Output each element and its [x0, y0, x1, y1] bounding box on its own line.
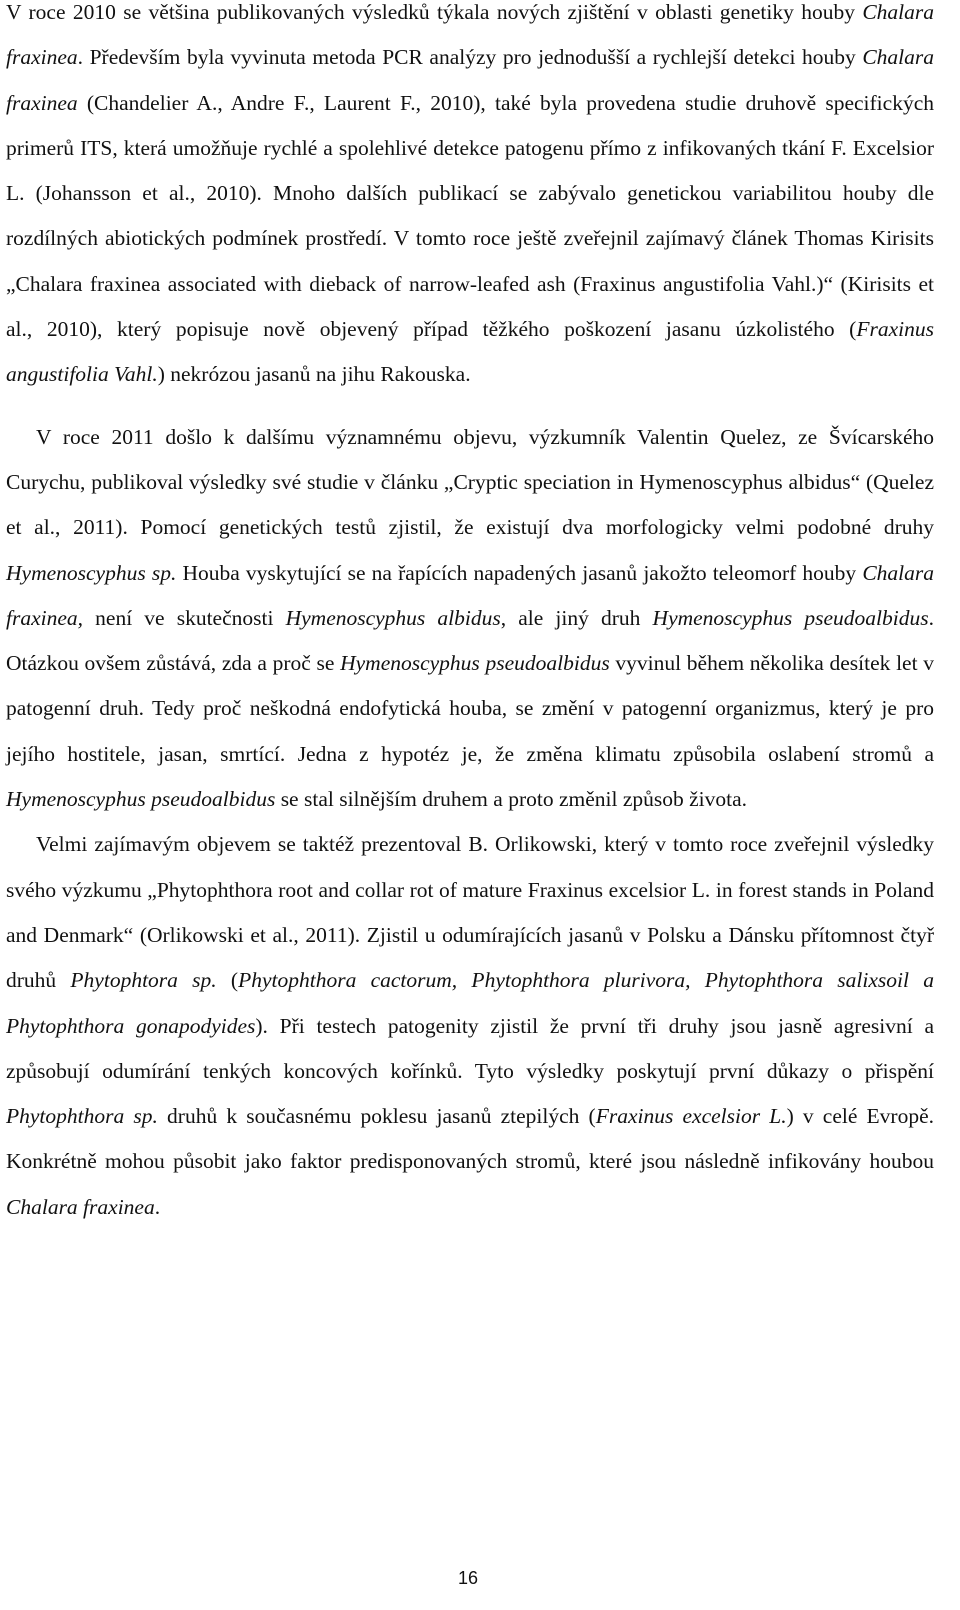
document-page	[6, 0, 934, 1230]
italic-text-segment: Chalara fraxinea,	[6, 560, 935, 630]
paragraph-2010-research	[6, 0, 934, 398]
paragraph-2011-quelez	[6, 415, 934, 823]
page-number: 16	[457, 1568, 479, 1588]
italic-text-segment: Chalara fraxinea	[6, 0, 934, 70]
italic-text-segment: Hymenoscyphus pseudoalbidus	[652, 605, 929, 630]
italic-text-segment: Phytophthora cactorum, Phytophthora plurivora, Phytophthora salixsoil a Phytophthora gonapodyides	[6, 968, 934, 1038]
italic-text-segment: Hymenoscyphus pseudoalbidus	[6, 787, 276, 812]
italic-text-segment: Chalara fraxinea	[6, 45, 934, 115]
text-segment: Velmi zajímavým objevem se taktéž prezentoval B. Orlikowski, který v tomto roce zveřejnil výsledky svého výzkumu „Phytophthora root and collar rot of mature Fraxinus excelsior L. in forest stands in Poland and Denmark“ (Orlikowski et al., 2011). Zjistil u odumírajících jasanů v Polsku a Dánsku přítomnost čtyř druhů	[6, 832, 934, 993]
text-segment: . Především byla vyvinuta metoda PCR analýzy pro jednodušší a rychlejší detekci houby	[77, 45, 863, 70]
italic-text-segment: Hymenoscyphus albidus	[285, 605, 501, 630]
italic-text-segment: Hymenoscyphus sp.	[6, 560, 177, 585]
italic-text-segment: Fraxinus excelsior L.	[595, 1104, 787, 1129]
text-segment: . Otázkou ovšem zůstává, zda a proč se	[6, 605, 934, 676]
paragraph-2011-orlikowski	[6, 822, 934, 1230]
text-segment: druhů k současnému poklesu jasanů ztepilých (	[157, 1104, 596, 1129]
text-segment: Houba vyskytující se na řapících napadených jasanů jakožto teleomorf houby	[176, 560, 863, 585]
italic-text-segment: Phytophthora sp.	[6, 1104, 158, 1129]
italic-text-segment: Fraxinus angustifolia Vahl.	[6, 317, 934, 387]
text-segment: .	[154, 1194, 161, 1219]
text-segment: není ve skutečnosti	[83, 605, 286, 630]
text-segment: ) v celé Evropě. Konkrétně mohou působit jako faktor predisponovaných stromů, které jsou následně infikovány houbou	[6, 1104, 934, 1174]
text-segment: vyvinul během několika desítek let v patogenní druh. Tedy proč neškodná endofytická houba, se změní v patogenní organizmus, který je pro jejího hostitele, jasan, smrtící. Jedna z hypotéz je, že změna klimatu způsobila oslabení stromů a	[6, 651, 934, 766]
text-segment: ). Při testech patogenity zjistil že první tři druhy jsou jasně agresivní a způsobují odumírání tenkých koncových kořínků. Tyto výsledky poskytují první důkazy o přispění	[6, 1013, 934, 1083]
text-segment: , ale jiný druh	[500, 605, 653, 630]
italic-text-segment: Phytophtora sp.	[70, 968, 217, 993]
text-segment: (	[216, 968, 239, 993]
text-segment: V roce 2010 se většina publikovaných výsledků týkala nových zjištění v oblasti genetiky houby	[6, 0, 863, 24]
text-segment: ) nekrózou jasanů na jihu Rakouska.	[157, 362, 471, 387]
text-segment: V roce 2011 došlo k dalšímu významnému objevu, výzkumník Valentin Quelez, ze Švícarského Curychu, publikoval výsledky své studie v článku „Cryptic speciation in Hymenoscyphus albidus“ (Quelez et al., 2011). Pomocí genetických testů zjistil, že existují dva morfologicky velmi podobné druhy	[6, 424, 934, 540]
text-segment: se stal silnějším druhem a proto změnil způsob života.	[275, 787, 748, 812]
text-segment: (Chandelier A., Andre F., Laurent F., 2010), také byla provedena studie druhově specifických primerů ITS, která umožňuje rychlé a spolehlivé detekce patogenu přímo z infikovaných tkání F. Excelsior L. (Johansson et al., 2010). Mnoho dalších publikací se zabývalo genetickou variabilitou houby dle rozdílných abiotických podmínek prostředí. V tomto roce ještě zveřejnil zajímavý článek Thomas Kirisits „Chalara fraxinea associated with dieback of narrow-leafed ash (Fraxinus angustifolia Vahl.)“ (Kirisits et al., 2010), který popisuje nově objevený případ těžkého poškození jasanu úzkolistého (	[6, 90, 934, 342]
italic-text-segment: Chalara fraxinea	[6, 1194, 155, 1219]
italic-text-segment: Hymenoscyphus pseudoalbidus	[340, 651, 610, 676]
